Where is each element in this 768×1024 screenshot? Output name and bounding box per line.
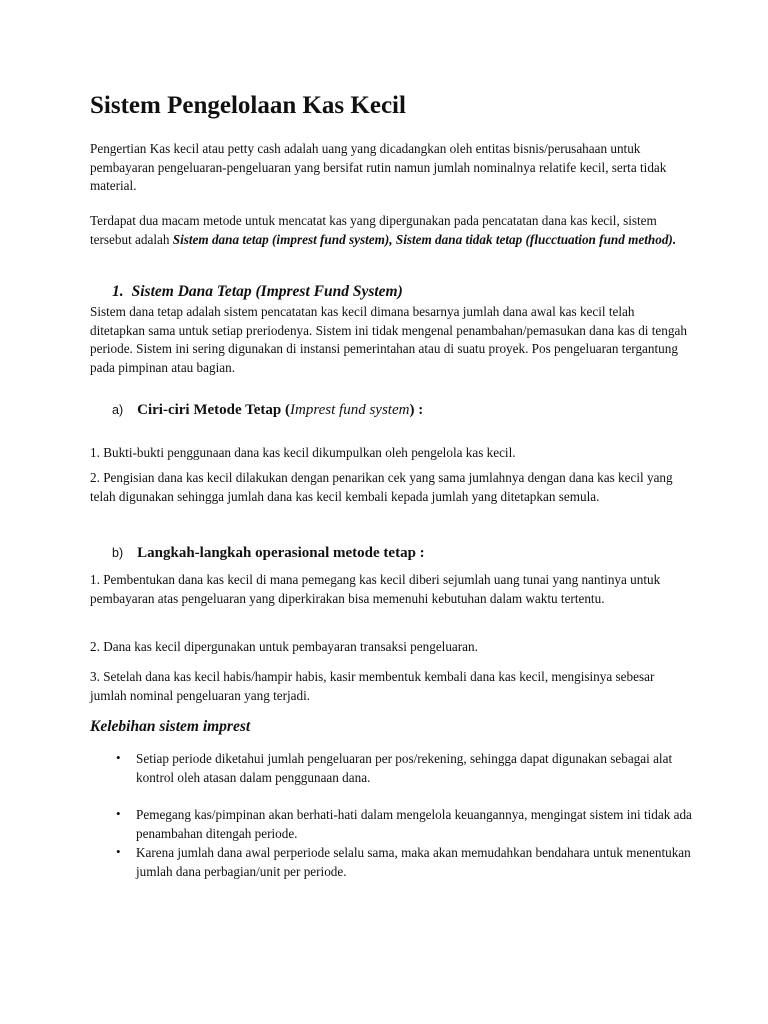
methods-emphasis: Sistem dana tetap (imprest fund system), Sistem dana tidak tetap (flucctuation fund method). <box>172 231 677 247</box>
subsection-a-item <box>90 469 690 506</box>
subsection-a-heading <box>112 402 712 419</box>
subsection-b-heading-text: Langkah-langkah operasional metode tetap : <box>137 545 425 561</box>
list-item: 1. Bukti-bukti penggunaan dana kas kecil dikumpulkan oleh pengelola kas kecil. <box>90 445 516 460</box>
subsection-a-heading-italic: Imprest fund system <box>290 402 410 418</box>
methods-text: Terdapat dua macam metode untuk mencatat kas yang dipergunakan pada pencatatan dana kas kecil, sistem tersebut adalah <box>90 213 657 247</box>
subsection-b-item <box>90 668 690 705</box>
list-item: 3. Setelah dana kas kecil habis/hampir habis, kasir membentuk kembali dana kas kecil, mengisinya sebesar jumlah nominal pengeluaran yang terjadi. <box>90 669 655 703</box>
section-number: 1. <box>112 283 124 300</box>
methods-paragraph <box>90 212 690 249</box>
list-item: 2. Dana kas kecil dipergunakan untuk pembayaran transaksi pengeluaran. <box>90 639 478 654</box>
subsection-a-letter: a) <box>112 403 124 417</box>
section-body-text: Sistem dana tetap adalah sistem pencatatan kas kecil dimana besarnya jumlah dana awal kas kecil telah ditetapkan sama untuk setiap preriodenya. Sistem ini tidak mengenal penambahan/pemasukan dana kas di tengah periode. Sistem ini sering digunakan di instansi pemerintahan atau di suatu proyek. Pos pengeluaran tergantung pada pimpinan atau bagian. <box>90 304 687 375</box>
subsection-b-item <box>90 638 690 657</box>
section-heading <box>112 283 712 301</box>
section-body <box>90 303 690 377</box>
bullet-text: Setiap periode diketahui jumlah pengeluaran per pos/rekening, sehingga dapat digunakan sebagai alat kontrol oleh atasan dalam penggunaan dana. <box>136 751 673 785</box>
bullet-text: Karena jumlah dana awal perperiode selalu sama, maka akan memudahkan bendahara untuk menentukan jumlah dana perbagian/unit per periode. <box>136 845 691 879</box>
list-item: 1. Pembentukan dana kas kecil di mana pemegang kas kecil diberi sejumlah uang tunai yang nantinya untuk pembayaran atas pengeluaran yang diperkirakan bisa memenuhi kebutuhan dalam waktu tertentu. <box>90 572 661 606</box>
section-heading-text: Sistem Dana Tetap (Imprest Fund System) <box>131 283 403 300</box>
subsection-a-heading-end: ) : <box>409 402 424 418</box>
intro-paragraph <box>90 140 690 196</box>
bullet-glyph: • <box>116 844 121 859</box>
bullet-item <box>112 844 692 881</box>
bullet-text: Pemegang kas/pimpinan akan berhati-hati dalam mengelola keuangannya, mengingat sistem ini tidak ada penambahan ditengah periode. <box>136 807 692 841</box>
subsection-b-item <box>90 571 690 608</box>
subsection-b-heading <box>112 545 712 562</box>
advantages-heading: Kelebihan sistem imprest <box>90 718 251 735</box>
bullet-glyph: • <box>116 806 121 821</box>
list-item: 2. Pengisian dana kas kecil dilakukan dengan penarikan cek yang sama jumlahnya dengan dana kas kecil yang telah digunakan sehingga jumlah dana kas kecil kembali kepada jumlah yang ditetapkan semula. <box>90 470 673 504</box>
bullet-item <box>112 750 692 787</box>
subsection-a-heading-start: Ciri-ciri Metode Tetap ( <box>137 402 291 418</box>
bullet-item <box>112 806 692 843</box>
bullet-glyph: • <box>116 750 121 765</box>
intro-text: Pengertian Kas kecil atau petty cash adalah uang yang dicadangkan oleh entitas bisnis/perusahaan untuk pembayaran pengeluaran-pengeluaran yang bersifat rutin namun jumlah nominalnya relatife kecil, serta tidak material. <box>90 141 667 193</box>
subsection-b-letter: b) <box>112 546 124 560</box>
subsection-a-item <box>90 444 690 463</box>
page-title: Sistem Pengelolaan Kas Kecil <box>90 92 406 119</box>
